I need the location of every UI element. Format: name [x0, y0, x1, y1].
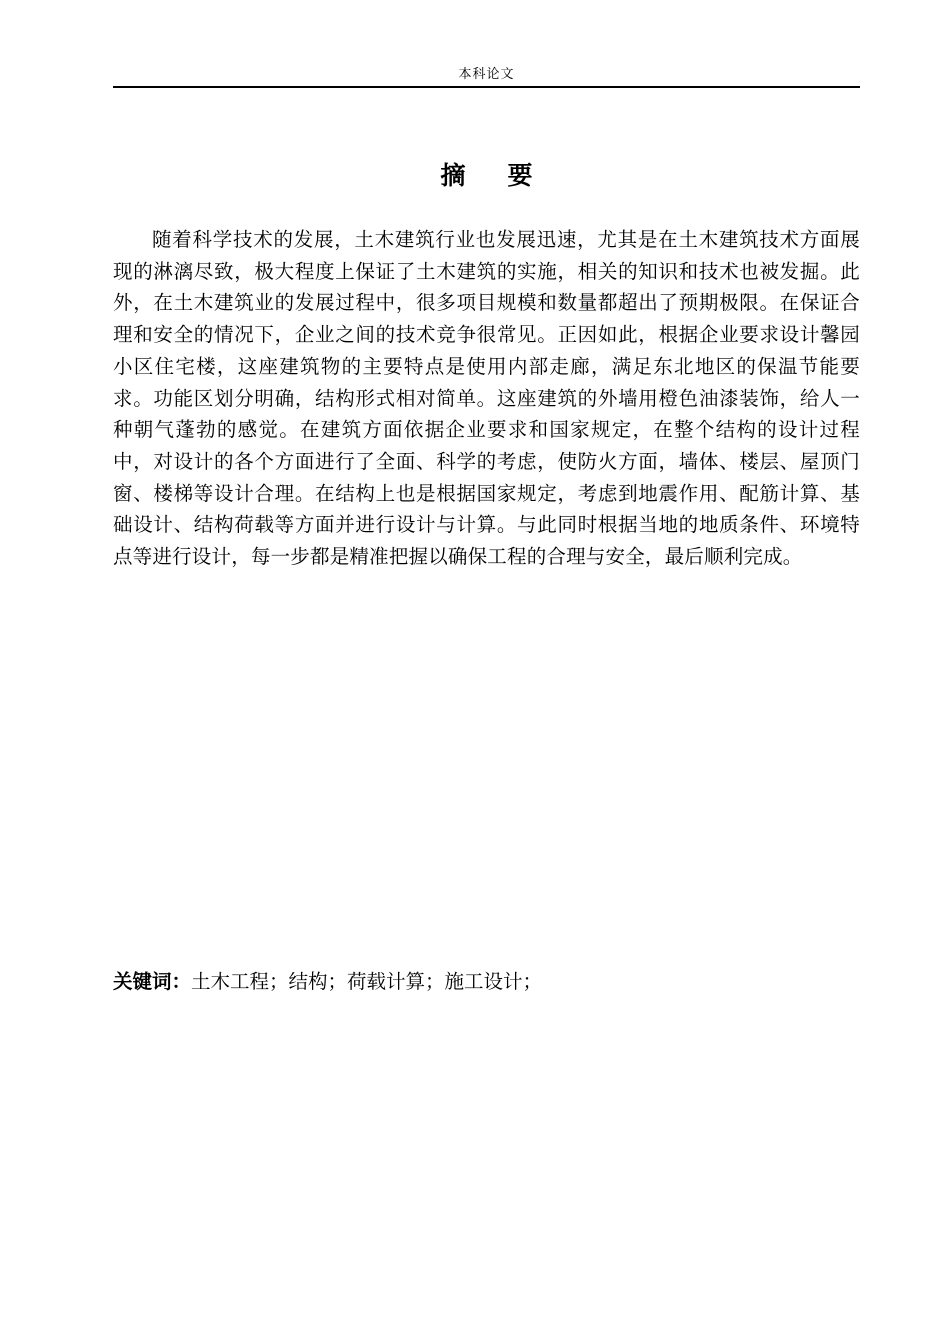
- abstract-body: 随着科学技术的发展，土木建筑行业也发展迅速，尤其是在土木建筑技术方面展现的淋漓尽致，极大程度上保证了土木建筑的实施，相关的知识和技术也被发掘。此外，在土木建筑业的发展过程中，很多项目规模和数量都超出了预期极限。在保证合理和安全的情况下，企业之间的技术竞争很常见。正因如此，根据企业要求设计馨园小区住宅楼，这座建筑物的主要特点是使用内部走廊，满足东北地区的保温节能要求。功能区划分明确，结构形式相对简单。这座建筑的外墙用橙色油漆装饰，给人一种朝气蓬勃的感觉。在建筑方面依据企业要求和国家规定，在整个结构的设计过程中，对设计的各个方面进行了全面、科学的考虑，使防火方面，墙体、楼层、屋顶门窗、楼梯等设计合理。在结构上也是根据国家规定，考虑到地震作用、配筋计算、基础设计、结构荷载等方面并进行设计与计算。与此同时根据当地的地质条件、环境特点等进行设计，每一步都是精准把握以确保工程的合理与安全，最后顺利完成。: [113, 228, 860, 569]
- page-header: [113, 64, 860, 88]
- page-title: [113, 158, 860, 194]
- title-char-1: 摘: [440, 161, 466, 190]
- title-char-2: 要: [507, 161, 533, 190]
- page-header-text: 本科论文: [458, 67, 515, 82]
- keywords-label: 关键词：: [113, 970, 192, 993]
- keywords-text: 土木工程；结构；荷载计算；施工设计；: [191, 970, 543, 993]
- keywords-line: [113, 966, 860, 998]
